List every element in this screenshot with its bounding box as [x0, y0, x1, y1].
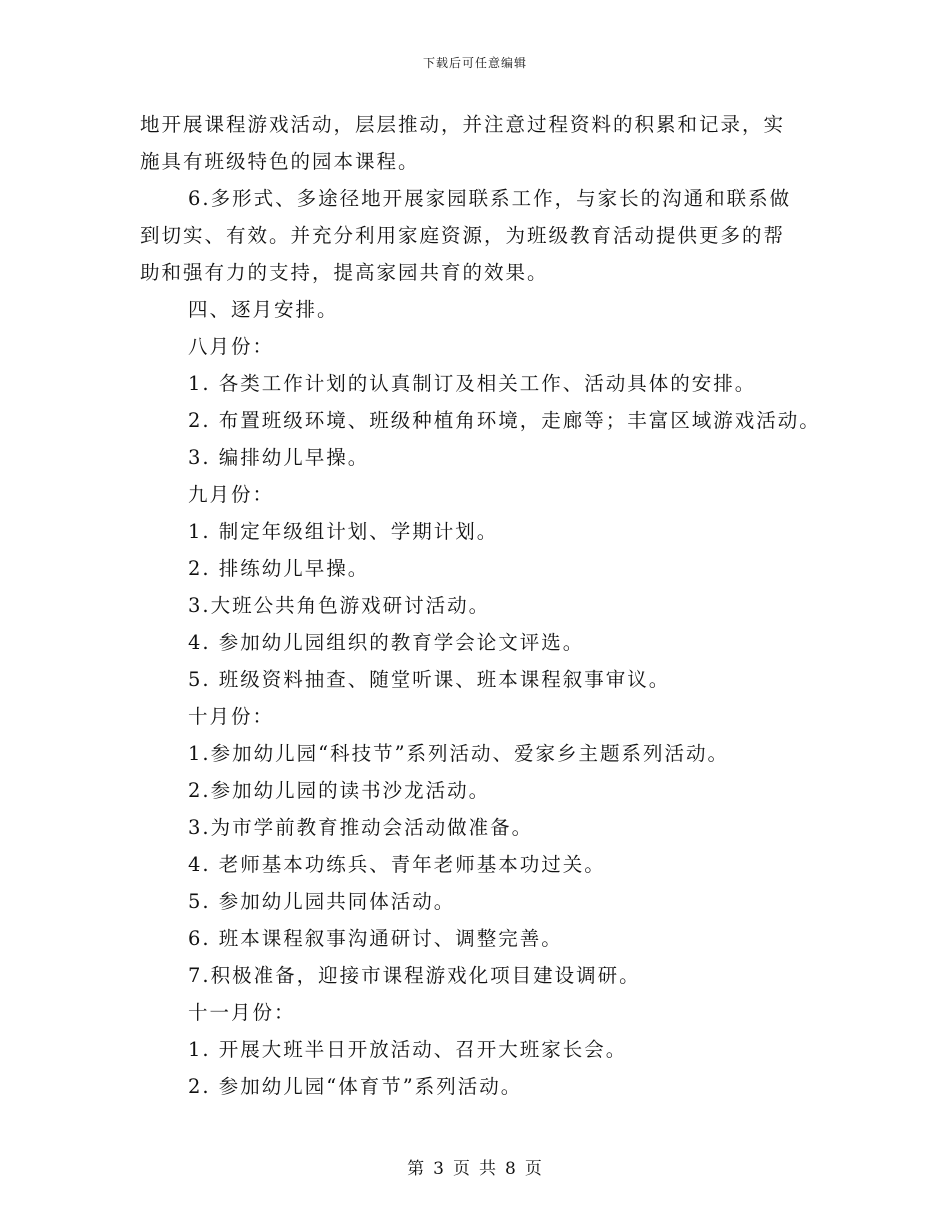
list-item: 4. 老师基本功练兵、青年老师基本功过关。	[188, 853, 606, 876]
list-item: 2.参加幼儿园的读书沙龙活动。	[188, 779, 491, 802]
document-body	[140, 106, 840, 1105]
text-line: 地开展课程游戏活动，层层推动，并注意过程资料的积累和记录，实	[140, 113, 786, 136]
text-line: 施具有班级特色的园本课程。	[140, 150, 420, 173]
page-header: 下载后可任意编辑	[422, 56, 527, 70]
footer-suffix: 页	[524, 1159, 543, 1179]
list-item: 1. 开展大班半日开放活动、召开大班家长会。	[188, 1038, 628, 1061]
month-heading: 八月份：	[188, 335, 275, 358]
current-page-number: 3	[433, 1159, 445, 1179]
footer-total-word: 共	[479, 1159, 497, 1179]
list-item: 3.为市学前教育推动会活动做准备。	[188, 816, 534, 839]
list-item: 6. 班本课程叙事沟通研讨、调整完善。	[188, 927, 563, 950]
list-item: 3. 编排幼儿早操。	[188, 446, 370, 469]
list-item: 5. 参加幼儿园共同体活动。	[188, 890, 456, 913]
month-heading: 十月份：	[188, 705, 275, 728]
total-page-number: 8	[505, 1159, 517, 1179]
list-item: 3.大班公共角色游戏研讨活动。	[188, 594, 491, 617]
list-item: 7.积极准备，迎接市课程游戏化项目建设调研。	[188, 964, 641, 987]
month-heading: 九月份：	[188, 483, 275, 506]
list-item: 1.参加幼儿园“科技节”系列活动、爱家乡主题系列活动。	[188, 742, 730, 765]
month-heading: 十一月份：	[188, 1001, 296, 1024]
text-line: 6.多形式、多途径地开展家园联系工作，与家长的沟通和联系做	[188, 187, 792, 210]
list-item: 2. 排练幼儿早操。	[188, 557, 370, 580]
list-item: 1. 各类工作计划的认真制订及相关工作、活动具体的安排。	[188, 372, 757, 395]
list-item: 5. 班级资料抽查、随堂听课、班本课程叙事审议。	[188, 668, 671, 691]
list-item: 2. 参加幼儿园“体育节”系列活动。	[188, 1075, 523, 1098]
footer-prefix: 第	[407, 1159, 426, 1179]
list-item: 4. 参加幼儿园组织的教育学会论文评选。	[188, 631, 585, 654]
section-heading: 四、逐月安排。	[188, 298, 339, 321]
footer-page-word: 页	[453, 1159, 471, 1179]
list-item: 2. 布置班级环境、班级种植角环境，走廊等；丰富区域游戏活动。	[188, 409, 821, 432]
text-line: 助和强有力的支持，提高家园共育的效果。	[140, 261, 549, 284]
page-footer	[0, 1154, 950, 1179]
list-item: 1. 制定年级组计划、学期计划。	[188, 520, 499, 543]
text-line: 到切实、有效。并充分利用家庭资源，为班级教育活动提供更多的帮	[140, 224, 786, 247]
